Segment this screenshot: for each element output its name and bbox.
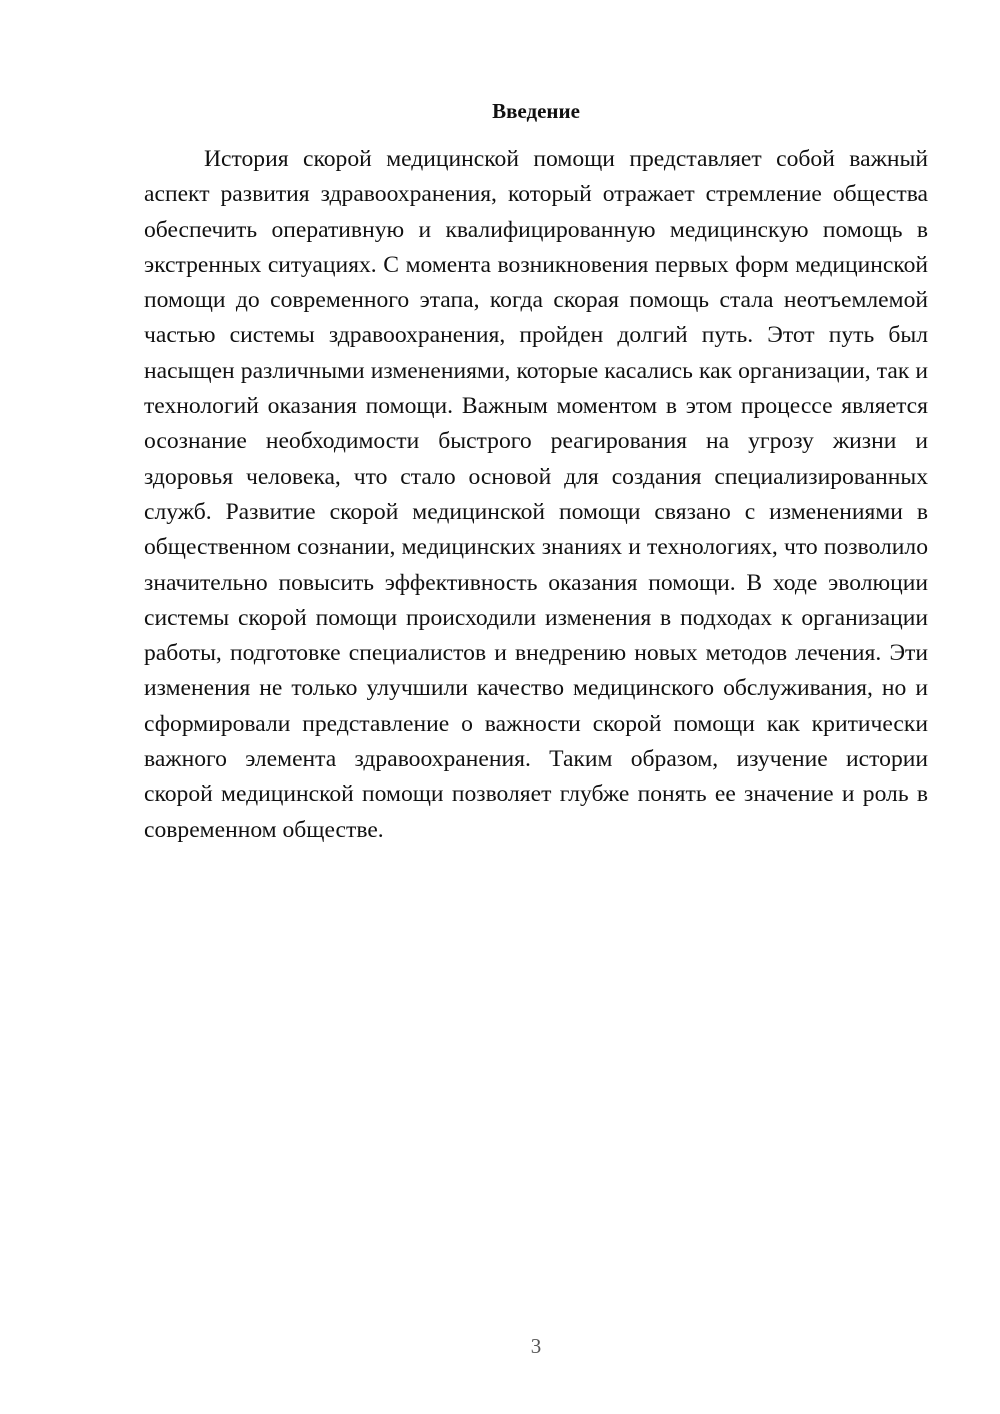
page-number: 3 xyxy=(530,1334,542,1358)
section-heading: Введение xyxy=(492,99,580,123)
body-paragraph: История скорой медицинской помощи представляет собой важный аспект развития здравоохранения, который отражает стремление общества обеспечить оперативную и квалифицированную медицинскую помощь в экстренных ситуациях. С момента возникновения первых форм медицинской помощи до современного этапа, когда скорая помощь стала неотъемлемой частью системы здравоохранения, пройден долгий путь. Этот путь был насыщен различными изменениями, которые касались как организации, так и технологий оказания помощи. Важным моментом в этом процессе является осознание необходимости быстрого реагирования на угрозу жизни и здоровья человека, что стало основой для создания специализированных служб. Развитие скорой медицинской помощи связано с изменениями в общественном сознании, медицинских знаниях и технологиях, что позволило значительно повысить эффективность оказания помощи. В ходе эволюции системы скорой помощи происходили изменения в подходах к организации работы, подготовке специалистов и внедрению новых методов лечения. Эти изменения не только улучшили качество медицинского обслуживания, но и сформировали представление о важности скорой помощи как критически важного элемента здравоохранения. Таким образом, изучение истории скорой медицинской помощи позволяет глубже понять ее значение и роль в современном обществе. xyxy=(144,146,928,843)
